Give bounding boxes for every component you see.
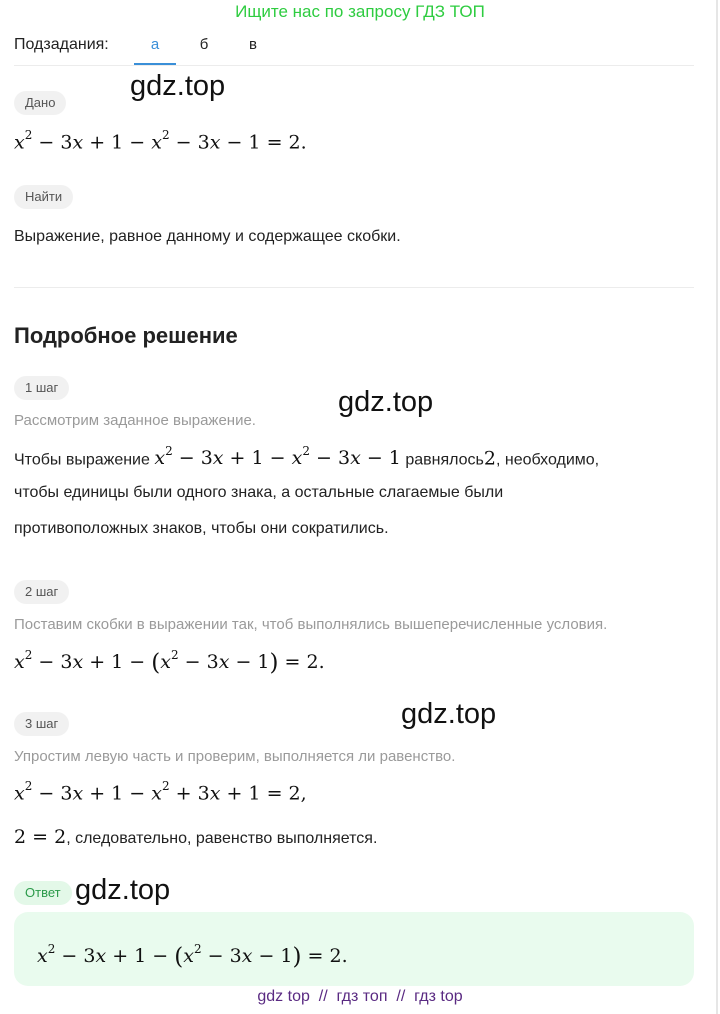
answer-chip: Ответ	[14, 881, 72, 905]
watermark: gdz.top	[401, 698, 497, 730]
step-1-value: 2	[483, 447, 496, 470]
divider	[14, 287, 694, 288]
step-3-conclusion-math: 2 = 2	[14, 826, 67, 848]
step-1-line-2: чтобы единицы были одного знака, а остальные слагаемые были	[14, 484, 504, 501]
step-3-conclusion-text: , следовательно, равенство выполняется.	[66, 830, 378, 847]
scrollbar-track[interactable]	[716, 0, 718, 1014]
tab-subtask-v[interactable]: в	[249, 36, 257, 53]
step-3-hint: Упростим левую часть и проверим, выполняется ли равенство.	[14, 748, 456, 765]
step-3-chip: 3 шаг	[14, 712, 69, 736]
step-3	[14, 712, 69, 736]
step-1-chip: 1 шаг	[14, 376, 69, 400]
find-section	[14, 185, 73, 209]
step-3-conclusion	[14, 826, 377, 848]
find-text: Выражение, равное данному и содержащее скобки.	[14, 228, 401, 245]
step-1-expression: $x^2 - 3x + 1 - x^2 - 3x - 1$	[154, 444, 401, 470]
step-2-hint: Поставим скобки в выражении так, чтоб выполнялись вышеперечисленные условия.	[14, 616, 608, 633]
watermark: gdz.top	[338, 386, 434, 418]
step-2-expression: $x^2 - 3x + 1 - (x^2 - 3x - 1) = 2$.	[14, 647, 325, 676]
given-section	[14, 91, 66, 115]
step-1-text-a: Чтобы выражение	[14, 451, 150, 469]
step-1-hint: Рассмотрим заданное выражение.	[14, 412, 256, 429]
step-1-line-1	[14, 446, 599, 469]
given-expression: $x^2 - 3x + 1 - x^2 - 3x - 1 = 2$.	[14, 128, 307, 154]
step-1-text-b: равнялось	[405, 451, 484, 469]
given-chip: Дано	[14, 91, 66, 115]
step-1-line-3: противоположных знаков, чтобы они сократились.	[14, 520, 389, 537]
answer-expression: $x^2 - 3x + 1 - (x^2 - 3x - 1) = 2$.	[37, 941, 348, 970]
watermark: gdz.top	[130, 70, 226, 102]
watermark: gdz.top	[75, 874, 171, 906]
divider	[14, 65, 694, 66]
answer-section	[14, 881, 72, 905]
step-2-chip: 2 шаг	[14, 580, 69, 604]
tab-subtask-a[interactable]: а	[150, 36, 160, 53]
solution-title: Подробное решение	[14, 323, 238, 348]
step-1-text-d: , необходимо,	[495, 451, 600, 469]
find-chip: Найти	[14, 185, 73, 209]
step-2	[14, 580, 69, 604]
footer-links[interactable]: gdz top // гдз топ // гдз top	[257, 988, 463, 1005]
subtasks-label: Подзадания:	[14, 36, 109, 53]
promo-banner: Ищите нас по запросу ГДЗ ТОП	[235, 2, 485, 21]
step-1	[14, 376, 69, 400]
tab-subtask-b[interactable]: б	[199, 36, 209, 53]
step-3-expression: $x^2 - 3x + 1 - x^2 + 3x + 1 = 2$,	[14, 779, 307, 805]
